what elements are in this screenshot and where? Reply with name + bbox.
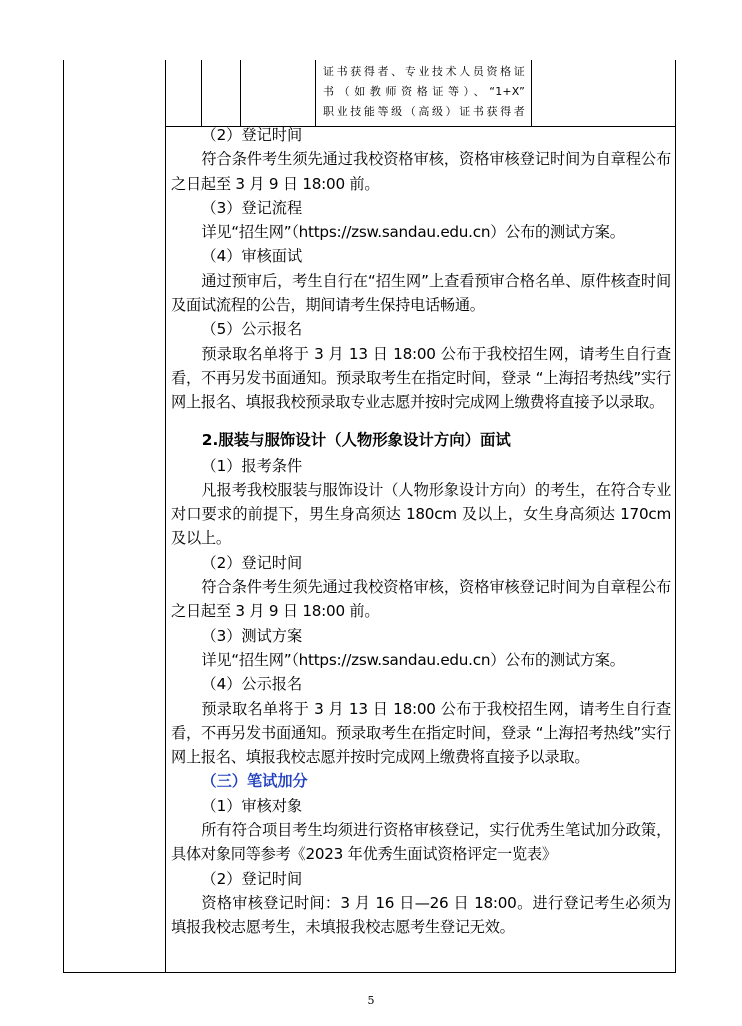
paragraph-publish-enroll: 预录取名单将于 3 月 13 日 18:00 公布于我校招生网，请考生自行查看，不再另发书面通知。预录取考生在指定时间，登录 “上海招考热线”实行网上报名、填报我校志愿并按时完成网上缴费将直接予以录取。 xyxy=(171,699,671,767)
table-frame xyxy=(63,60,675,973)
cell-line: 职业技能等级（高级）证书获得者 xyxy=(323,105,525,118)
heading-registration-time: （2）登记时间 xyxy=(201,869,303,888)
spacer xyxy=(171,415,671,423)
heading-review-target: （1）审核对象 xyxy=(201,796,303,815)
sub-table-cell xyxy=(315,60,531,126)
section-title-written-bonus: （三）笔试加分 xyxy=(201,772,308,791)
section-title-fashion-design: 2.服装与服饰设计（人物形象设计方向）面试 xyxy=(201,430,511,449)
heading-test-plan: （3）测试方案 xyxy=(201,626,303,645)
table-column-divider xyxy=(165,60,166,973)
sub-column-divider xyxy=(201,60,202,126)
heading-review-interview: （4）审核面试 xyxy=(201,247,303,266)
content-cell xyxy=(171,123,671,940)
heading-eligibility: （1）报考条件 xyxy=(201,456,303,475)
table-border-bottom xyxy=(63,972,676,973)
sub-column-divider xyxy=(531,60,532,126)
heading-registration-process: （3）登记流程 xyxy=(201,198,303,217)
table-border-right xyxy=(675,60,676,973)
paragraph-registration-time: 符合条件考生须先通过我校资格审核，资格审核登记时间为自章程公布之日起至 3 月 9 日 18:00 前。 xyxy=(171,150,671,193)
heading-publish-enroll: （4）公示报名 xyxy=(201,675,303,694)
cell-line: 证书获得者、专业技术人员资格证 xyxy=(323,65,525,78)
cell-line: 书（如教师资格证等）、“1+X” xyxy=(323,85,525,98)
paragraph-eligibility: 凡报考我校服装与服饰设计（人物形象设计方向）的考生，在符合专业对口要求的前提下，男生身高须达 180cm 及以上，女生身高须达 170cm 及以上。 xyxy=(171,480,671,548)
paragraph-review-interview: 通过预审后，考生自行在“招生网”上查看预审合格名单、原件核查时间及面试流程的公告，期间请考生保持电话畅通。 xyxy=(171,271,671,315)
paragraph-registration-time: 符合条件考生须先通过我校资格审核，资格审核登记时间为自章程公布之日起至 3 月 9 日 18:00 前。 xyxy=(171,578,671,621)
sub-column-divider xyxy=(240,60,241,126)
paragraph-test-plan: 详见“招生网”（https://zsw.sandau.edu.cn）公布的测试方案。 xyxy=(201,650,625,669)
heading-publish-enroll: （5）公示报名 xyxy=(201,320,303,339)
paragraph-registration-time: 资格审核登记时间：3 月 16 日—26 日 18:00。进行登记考生必须为填报我校志愿考生，未填报我校志愿考生登记无效。 xyxy=(171,893,671,937)
paragraph-publish-enroll: 预录取名单将于 3 月 13 日 18:00 公布于我校招生网，请考生自行查看，不再另发书面通知。预录取考生在指定时间，登录 “上海招考热线”实行网上报名、填报我校预录取专业志愿并按时完成网上缴费将直接予以录取。 xyxy=(171,344,671,412)
heading-registration-time: （2）登记时间 xyxy=(201,553,303,572)
page-number: 5 xyxy=(367,994,375,1007)
paragraph-registration-process: 详见“招生网”（https://zsw.sandau.edu.cn）公布的测试方案。 xyxy=(201,223,625,242)
heading-registration-time: （2）登记时间 xyxy=(201,126,303,144)
paragraph-review-target: 所有符合项目考生均须进行资格审核登记，实行优秀生笔试加分政策，具体对象同等参考《2023 年优秀生面试资格评定一览表》 xyxy=(171,821,671,864)
table-border-left xyxy=(63,60,64,973)
